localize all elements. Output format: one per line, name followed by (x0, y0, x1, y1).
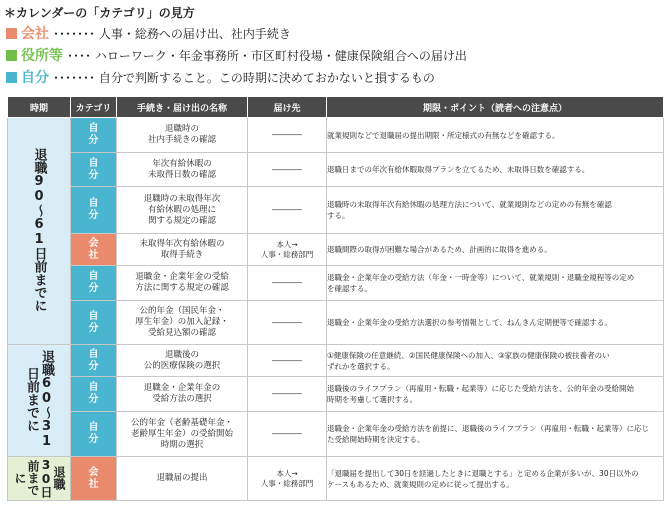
legend-desc-company: ･･･････ 人事・総務への届け出、社内手続き (53, 26, 291, 41)
table-row (8, 234, 664, 266)
table-row (8, 457, 664, 501)
category-cell: 自 分 (71, 118, 117, 153)
table-row (8, 266, 664, 301)
legend-desc-office: ････ ハローワーク・年金事務所・市区町村役場・健康保険組合への届け出 (67, 48, 467, 63)
point-note: 退職金・企業年金の受給方法（年金・一時金等）について、就業規則・退職金規程等の定め を確認する。 (327, 266, 664, 301)
destination: ―――― (248, 153, 327, 187)
procedure-name: 退職後の 公的医療保険の選択 (117, 345, 248, 377)
period-cell-60-31 (8, 345, 71, 457)
category-cell: 会 社 (71, 234, 117, 266)
procedure-name: 退職届の提出 (117, 457, 248, 501)
procedure-name: 退職時の未取得年次 有給休暇の処理に 関する規定の確認 (117, 187, 248, 234)
destination: ―――― (248, 266, 327, 301)
header-procedure-name: 手続き・届け出の名称 (117, 97, 248, 118)
category-cell: 自 分 (71, 345, 117, 377)
legend-item-company (6, 22, 670, 44)
table-row (8, 412, 664, 457)
destination: ―――― (248, 412, 327, 457)
category-cell: 自 分 (71, 377, 117, 412)
legend-name-office: 役所等 (21, 48, 63, 64)
point-note: 退職金・企業年金の受給方法選択の参考情報として、ねんきん定期便等で確認する。 (327, 301, 664, 345)
category-cell: 自 分 (71, 412, 117, 457)
point-note: 「退職届を提出して30日を経過したときに退職とする」と定める企業が多いが、30日以外の ケースもあるため、就業規則の定めに従って提出する。 (327, 457, 664, 501)
header-deadline-points: 期限・ポイント（読者への注意点） (327, 97, 664, 118)
procedure-name: 公的年金（国民年金・ 厚生年金）の加入記録・ 受給見込額の確認 (117, 301, 248, 345)
table-row (8, 377, 664, 412)
destination: ―――― (248, 187, 327, 234)
period-label: 退職90〜61日前までに (31, 148, 47, 312)
period-label: 退職60〜31日前までに (24, 350, 54, 449)
legend-item-self (6, 66, 670, 88)
destination: ―――― (248, 377, 327, 412)
procedure-name: 退職金・企業年金の 受給方法の選択 (117, 377, 248, 412)
category-cell: 自 分 (71, 301, 117, 345)
header-destination: 届け先 (248, 97, 327, 118)
point-note: 就業規則などで退職届の提出期限・所定様式の有無などを確認する。 (327, 118, 664, 153)
point-note: 退職間際の取得が困難な場合があるため、計画的に取得を進める。 (327, 234, 664, 266)
category-cell: 自 分 (71, 266, 117, 301)
legend-title: ＊カレンダーの「カテゴリ」の見方 (4, 6, 195, 20)
table-row (8, 153, 664, 187)
table-row (8, 345, 664, 377)
point-note: 退職後のライフプラン（再雇用・転職・起業等）に応じた受給方法を、公的年金の受給開始 時期を考慮して選択する。 (327, 377, 664, 412)
self-color-swatch (6, 72, 17, 83)
table-row (8, 187, 664, 234)
procedure-calendar-table (7, 96, 664, 501)
destination: ―――― (248, 118, 327, 153)
procedure-name: 退職金・企業年金の受給 方法に関する規定の確認 (117, 266, 248, 301)
legend-name-self: 自分 (21, 70, 49, 86)
procedure-name: 公的年金（老齢基礎年金・ 老齢厚生年金）の受給開始 時期の選択 (117, 412, 248, 457)
destination: 本人→ 人事・総務部門 (248, 457, 327, 501)
destination: 本人→ 人事・総務部門 (248, 234, 327, 266)
table-row (8, 301, 664, 345)
header-category: カテゴリ (71, 97, 117, 118)
procedure-name: 未取得年次有給休暇の 取得手続き (117, 234, 248, 266)
point-note: 退職時の未取得年次有給休暇の処理方法について、就業規則などの定めの有無を確認 する。 (327, 187, 664, 234)
table-header-row (8, 97, 664, 118)
period-cell-30 (8, 457, 71, 501)
procedure-name: 退職時の 社内手続きの確認 (117, 118, 248, 153)
period-cell-90-61 (8, 118, 71, 345)
procedure-name: 年次有給休暇の 未取得日数の確認 (117, 153, 248, 187)
category-cell: 自 分 (71, 187, 117, 234)
legend-desc-self: ･･･････ 自分で判断すること。この時期に決めておかないと損するもの (53, 70, 435, 85)
legend-name-company: 会社 (21, 26, 49, 42)
destination: ―――― (248, 345, 327, 377)
header-period: 時期 (8, 97, 71, 118)
category-cell: 会 社 (71, 457, 117, 501)
destination: ―――― (248, 301, 327, 345)
category-legend (0, 0, 670, 88)
legend-item-office (6, 44, 670, 66)
company-color-swatch (6, 28, 17, 39)
point-note: 退職金・企業年金の受給方法を前提に、退職後のライフプラン（再雇用・転職・起業等）に応じ た受給開始時期を決定する。 (327, 412, 664, 457)
table-row (8, 118, 664, 153)
office-color-swatch (6, 50, 17, 61)
point-note: ①健康保険の任意継続、②国民健康保険への加入、③家族の健康保険の被扶養者のい ずれかを選択する。 (327, 345, 664, 377)
point-note: 退職日までの年次有給休暇取得プランを立てるため、未取得日数を確認する。 (327, 153, 664, 187)
category-cell: 自 分 (71, 153, 117, 187)
period-label: 退職30日前までに (13, 457, 66, 498)
